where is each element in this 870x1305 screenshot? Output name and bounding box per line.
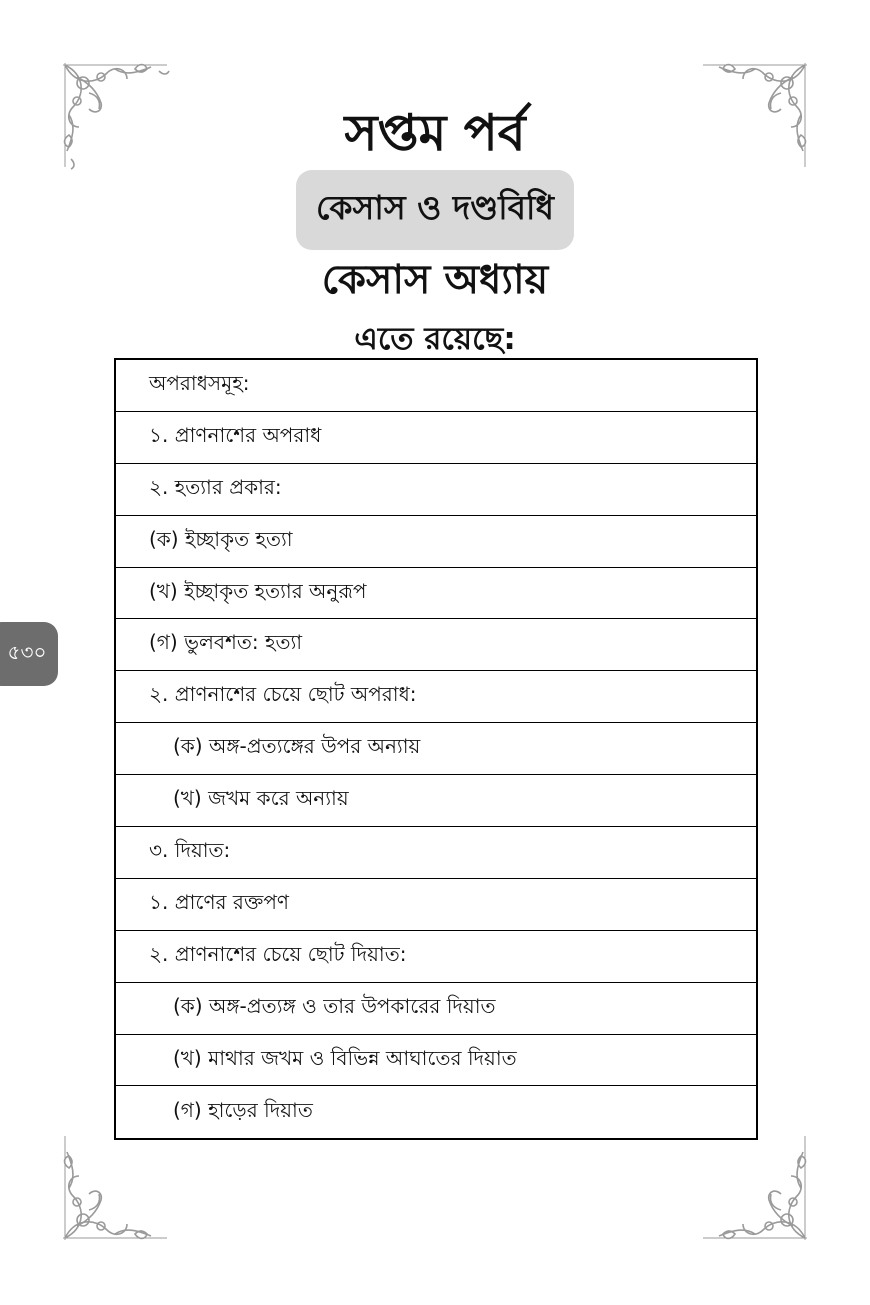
table-row <box>116 619 756 671</box>
row-text: (ক) ইচ্ছাকৃত হত্যা <box>149 526 293 551</box>
row-text: ১. প্রাণের রক্তপণ <box>149 889 290 914</box>
row-text: ২. প্রাণনাশের চেয়ে ছোট অপরাধ: <box>149 682 417 707</box>
table-row <box>116 516 756 568</box>
row-text: (খ) জখম করে অন্যায় <box>173 786 349 811</box>
row-text: ১. প্রাণনাশের অপরাধ <box>149 422 322 447</box>
contents-heading: এতে রয়েছে: <box>354 321 516 357</box>
row-text: (গ) হাড়ের দিয়াত <box>173 1097 313 1122</box>
table-row <box>116 464 756 516</box>
table-row <box>116 671 756 723</box>
corner-ornament-bottom-right <box>695 1128 815 1248</box>
table-row <box>116 1035 756 1087</box>
table-row <box>116 568 756 620</box>
table-row <box>116 412 756 464</box>
row-text: (খ) ইচ্ছাকৃত হত্যার অনুরূপ <box>149 578 367 603</box>
row-text: অপরাধসমূহ: <box>149 370 250 395</box>
part-title: সপ্তম পর্ব <box>344 104 526 162</box>
table-row <box>116 827 756 879</box>
table-row <box>116 1086 756 1138</box>
section-title-pill <box>296 170 574 250</box>
row-text: (ক) অঙ্গ-প্রত্যঙ্গ ও তার উপকারের দিয়াত <box>173 993 496 1018</box>
row-text: ৩. দিয়াত: <box>149 837 231 862</box>
row-text: (খ) মাথার জখম ও বিভিন্ন আঘাতের দিয়াত <box>173 1045 517 1070</box>
table-row <box>116 879 756 931</box>
table-row <box>116 360 756 412</box>
floral-corner-ornament-icon <box>55 1128 175 1248</box>
table-row <box>116 983 756 1035</box>
row-text: ২. হত্যার প্রকার: <box>149 474 282 499</box>
table-row <box>116 931 756 983</box>
contents-table <box>114 358 758 1140</box>
table-row <box>116 723 756 775</box>
section-title: কেসাস ও দণ্ডবিধি <box>316 188 554 227</box>
row-text: (ক) অঙ্গ-প্রত্যঙ্গের উপর অন্যায় <box>173 734 421 759</box>
row-text: ২. প্রাণনাশের চেয়ে ছোট দিয়াত: <box>149 941 407 966</box>
page-number-tab <box>0 622 58 686</box>
chapter-title: কেসাস অধ্যায় <box>321 257 549 303</box>
table-row <box>116 775 756 827</box>
corner-ornament-bottom-left <box>55 1128 175 1248</box>
row-text: (গ) ভুলবশত: হত্যা <box>149 630 303 655</box>
page-number: ৫৩০ <box>7 639 47 664</box>
floral-corner-ornament-icon <box>695 1128 815 1248</box>
